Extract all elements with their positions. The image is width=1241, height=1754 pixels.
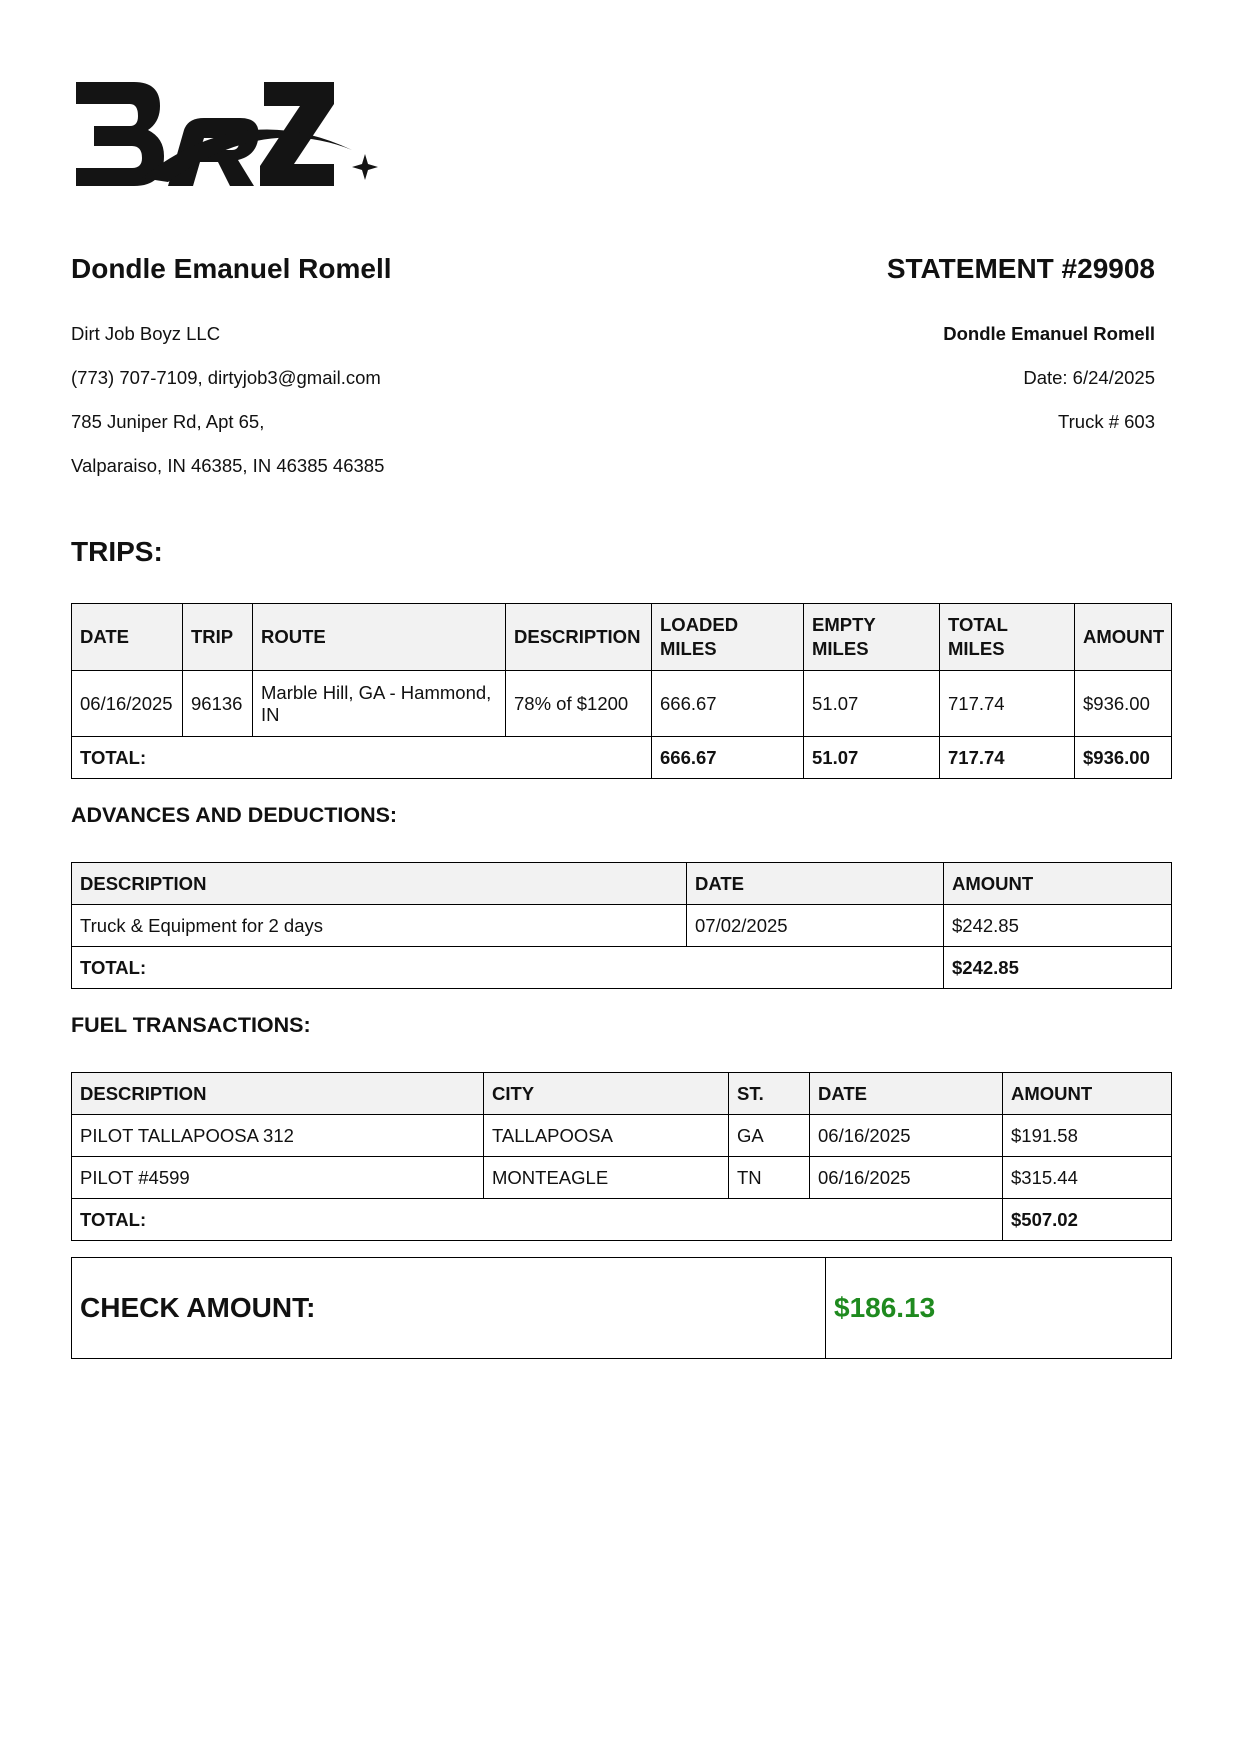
table-header-row (72, 604, 1172, 671)
trip-number: 96136 (183, 671, 253, 737)
statement-date: Date: 6/24/2025 (1023, 367, 1155, 388)
truck-number: Truck # 603 (1058, 411, 1155, 432)
trip-loaded-miles: 666.67 (652, 671, 804, 737)
address-line-2: Valparaiso, IN 46385, IN 46385 46385 (71, 455, 385, 476)
total-amount: $507.02 (1003, 1199, 1172, 1241)
column-header: DATE (810, 1073, 1003, 1115)
fuel-city: MONTEAGLE (484, 1157, 729, 1199)
trip-empty-miles: 51.07 (804, 671, 940, 737)
contact-info: (773) 707-7109, dirtyjob3@gmail.com (71, 367, 381, 388)
column-header: DESCRIPTION (506, 604, 652, 671)
company-logo (72, 78, 382, 193)
advances-title: ADVANCES AND DEDUCTIONS: (71, 803, 398, 827)
statement-info (943, 312, 1155, 444)
fuel-amount: $315.44 (1003, 1157, 1172, 1199)
table-header-row (72, 1073, 1172, 1115)
address-line-1: 785 Juniper Rd, Apt 65, (71, 411, 265, 432)
fuel-amount: $191.58 (1003, 1115, 1172, 1157)
fuel-date: 06/16/2025 (810, 1115, 1003, 1157)
total-label: TOTAL: (72, 737, 652, 779)
column-header: AMOUNT (944, 863, 1172, 905)
check-amount-box (71, 1257, 1172, 1359)
check-amount-label: CHECK AMOUNT: (72, 1258, 826, 1359)
column-header: DESCRIPTION (72, 1073, 484, 1115)
total-total-miles: 717.74 (940, 737, 1075, 779)
trip-description: 78% of $1200 (506, 671, 652, 737)
total-amount: $936.00 (1075, 737, 1172, 779)
fuel-title: FUEL TRANSACTIONS: (71, 1013, 311, 1037)
total-row (72, 737, 1172, 779)
advance-description: Truck & Equipment for 2 days (72, 905, 687, 947)
statement-title: STATEMENT #29908 (886, 253, 1155, 284)
column-header: DESCRIPTION (72, 863, 687, 905)
table-row (72, 905, 1172, 947)
total-amount: $242.85 (944, 947, 1172, 989)
trip-date: 06/16/2025 (72, 671, 183, 737)
fuel-city: TALLAPOOSA (484, 1115, 729, 1157)
fuel-date: 06/16/2025 (810, 1157, 1003, 1199)
total-label: TOTAL: (72, 947, 944, 989)
advance-date: 07/02/2025 (687, 905, 944, 947)
company-name: Dirt Job Boyz LLC (71, 323, 221, 344)
total-row (72, 947, 1172, 989)
column-header: ROUTE (253, 604, 506, 671)
fuel-state: TN (729, 1157, 810, 1199)
column-header: CITY (484, 1073, 729, 1115)
total-row (72, 1199, 1172, 1241)
statement-recipient: Dondle Emanuel Romell (943, 323, 1155, 344)
sender-info (71, 312, 384, 488)
column-header: ST. (729, 1073, 810, 1115)
column-header: DATE (72, 604, 183, 671)
trips-table (71, 603, 1172, 779)
table-row (72, 671, 1172, 737)
fuel-description: PILOT TALLAPOOSA 312 (72, 1115, 484, 1157)
fuel-description: PILOT #4599 (72, 1157, 484, 1199)
column-header: DATE (687, 863, 944, 905)
fuel-state: GA (729, 1115, 810, 1157)
total-label: TOTAL: (72, 1199, 1003, 1241)
trips-title: TRIPS: (71, 536, 163, 567)
column-header: AMOUNT (1075, 604, 1172, 671)
table-row (72, 1157, 1172, 1199)
table-header-row (72, 863, 1172, 905)
fuel-table (71, 1072, 1172, 1241)
column-header: TOTAL MILES (940, 604, 1075, 671)
check-amount-value: $186.13 (826, 1258, 1172, 1359)
advance-amount: $242.85 (944, 905, 1172, 947)
trip-total-miles: 717.74 (940, 671, 1075, 737)
column-header: AMOUNT (1003, 1073, 1172, 1115)
driver-name: Dondle Emanuel Romell (71, 253, 392, 284)
column-header: LOADED MILES (652, 604, 804, 671)
trip-amount: $936.00 (1075, 671, 1172, 737)
column-header: EMPTY MILES (804, 604, 940, 671)
total-empty-miles: 51.07 (804, 737, 940, 779)
check-row (72, 1258, 1172, 1359)
column-header: TRIP (183, 604, 253, 671)
total-loaded-miles: 666.67 (652, 737, 804, 779)
advances-table (71, 862, 1172, 989)
table-row (72, 1115, 1172, 1157)
trip-route: Marble Hill, GA - Hammond, IN (253, 671, 506, 737)
